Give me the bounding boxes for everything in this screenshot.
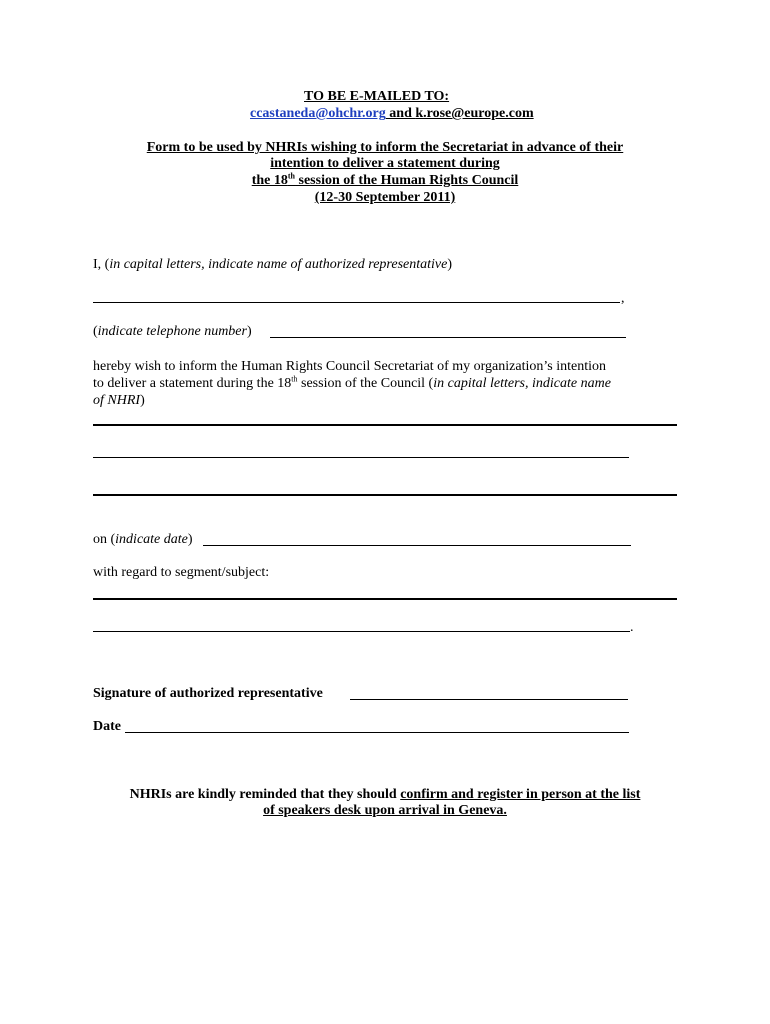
segment-label: with regard to segment/subject: bbox=[93, 565, 270, 580]
segment-input-line-2[interactable] bbox=[93, 631, 630, 632]
form-title-dates: (12-30 September 2011) bbox=[314, 190, 456, 205]
name-prefix: I, ( bbox=[93, 257, 110, 272]
email-line bbox=[250, 106, 534, 122]
hereby-line2-hint: in capital letters, indicate name bbox=[433, 376, 611, 391]
reminder-line1 bbox=[93, 787, 677, 803]
hereby-line3-close: ) bbox=[140, 393, 145, 408]
segment-period: . bbox=[630, 620, 634, 635]
name-hint: in capital letters, indicate name of authorized representative bbox=[109, 257, 448, 272]
signature-label: Signature of authorized representative bbox=[93, 686, 323, 701]
name-input-line[interactable] bbox=[93, 302, 620, 303]
date-instruction bbox=[93, 532, 193, 548]
phone-close: ) bbox=[246, 324, 252, 339]
phone-hint: indicate telephone number bbox=[97, 324, 247, 339]
name-instruction bbox=[93, 257, 452, 273]
mail-to-heading: TO BE E-MAILED TO: bbox=[304, 89, 450, 104]
segment-input-line-1[interactable] bbox=[93, 598, 677, 600]
email-krose: k.rose@europe.com bbox=[415, 106, 534, 121]
title-session-pre: the 18 bbox=[251, 173, 288, 188]
form-title-line2: intention to deliver a statement during bbox=[270, 156, 500, 171]
reminder-pre: NHRIs are kindly reminded that they should bbox=[129, 787, 401, 802]
hereby-line2-pre: to deliver a statement during the 18 bbox=[93, 376, 292, 391]
nhri-input-line-2[interactable] bbox=[93, 457, 629, 458]
title-session-post: session of the Human Rights Council bbox=[295, 173, 519, 188]
hereby-line2-sup: th bbox=[291, 374, 298, 384]
name-comma: , bbox=[621, 291, 625, 306]
date-label: Date bbox=[93, 719, 121, 734]
reminder-underlined-1: confirm and register in person at the list bbox=[400, 787, 641, 802]
nhri-input-line-1[interactable] bbox=[93, 424, 677, 426]
hereby-paragraph bbox=[93, 358, 683, 409]
phone-open: ( bbox=[93, 324, 98, 339]
and-text: and bbox=[385, 106, 416, 121]
phone-input-line[interactable] bbox=[270, 337, 626, 338]
date-input-line[interactable] bbox=[203, 545, 631, 546]
hereby-line3-hint: of NHRI bbox=[93, 393, 141, 408]
hereby-line1: hereby wish to inform the Human Rights Council Secretariat of my organization’s intention bbox=[93, 359, 606, 374]
date-hint: indicate date bbox=[115, 532, 188, 547]
form-title-line1: Form to be used by NHRIs wishing to inform the Secretariat in advance of their bbox=[146, 140, 624, 155]
title-session-sup: th bbox=[287, 171, 296, 181]
email-link-ccastaneda[interactable]: ccastaneda@ohchr.org bbox=[250, 106, 386, 121]
phone-label bbox=[93, 324, 252, 340]
date-field-input-line[interactable] bbox=[125, 732, 629, 733]
form-title-line3 bbox=[93, 173, 677, 189]
date-close: ) bbox=[187, 532, 193, 547]
nhri-input-line-3[interactable] bbox=[93, 494, 677, 496]
reminder-line2: of speakers desk upon arrival in Geneva. bbox=[263, 803, 507, 818]
name-suffix: ) bbox=[447, 257, 453, 272]
signature-input-line[interactable] bbox=[350, 699, 628, 700]
date-prefix: on ( bbox=[93, 532, 116, 547]
hereby-line2-mid: session of the Council ( bbox=[297, 376, 434, 391]
